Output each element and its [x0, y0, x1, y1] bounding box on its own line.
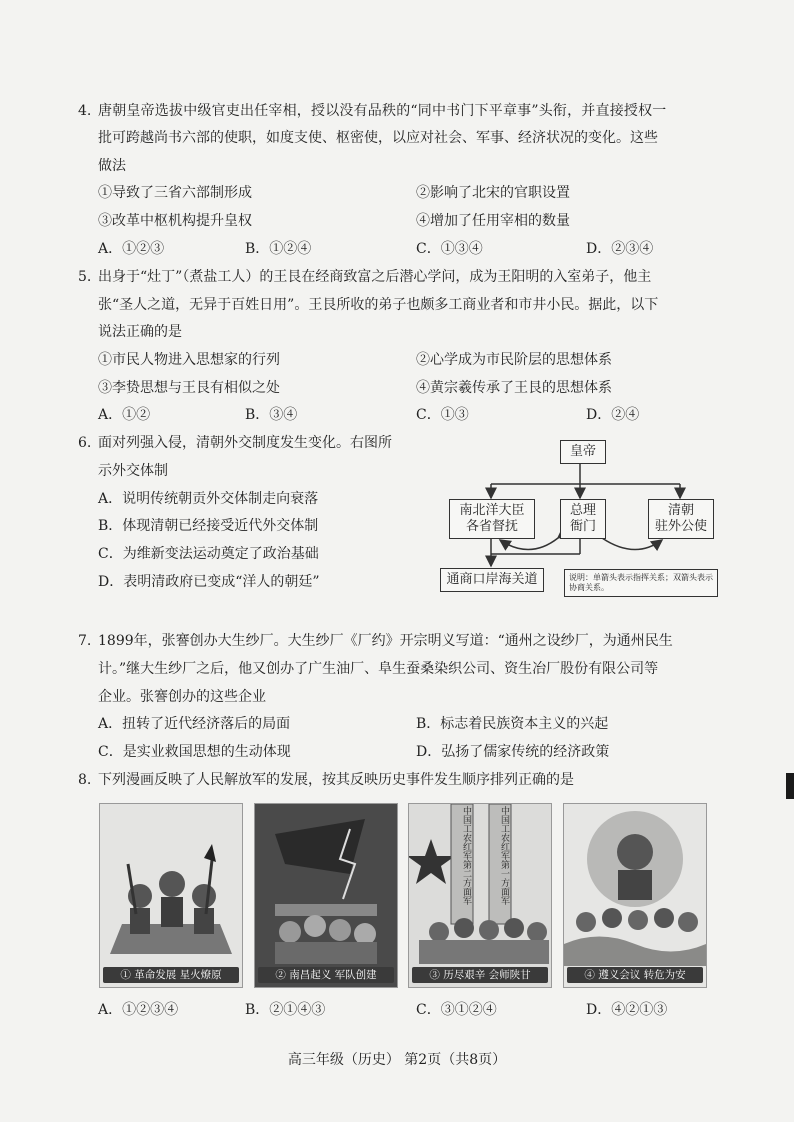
q5-stem-line1: 出身于“灶丁”（煮盐工人）的王艮在经商致富之后潜心学问，成为王阳明的入室弟子，他主 — [98, 269, 652, 285]
cartoon-4-caption: ④ 遵义会议 转危为安 — [567, 967, 703, 983]
q7-option-a: A．扭转了近代经济落后的局面 — [98, 716, 291, 732]
cartoon-3-banner-right: 中国工农红军第一方面军 — [499, 806, 509, 905]
scan-edge-marker — [786, 773, 794, 799]
q8-option-c: C．③①②④ — [416, 1002, 497, 1018]
q6-stem-line2: 示外交体制 — [98, 463, 168, 479]
q5-statement-4: ④黄宗羲传承了王艮的思想体系 — [416, 380, 612, 396]
diagram-right-line2: 驻外公使 — [654, 519, 707, 534]
cartoon-1-caption: ① 革命发展 星火燎原 — [103, 967, 239, 983]
page-footer: 高三年级（历史） 第2页（共8页） — [287, 1052, 507, 1068]
q6-option-c: C．为维新变法运动奠定了政治基础 — [98, 546, 319, 562]
cartoon-3 — [408, 803, 552, 988]
diagram-emperor-box — [560, 440, 606, 464]
cartoon-2 — [254, 803, 398, 988]
q5-statement-1: ①市民人物进入思想家的行列 — [98, 352, 280, 368]
q4-stem-line2: 批可跨越尚书六部的使职，如度支使、枢密使，以应对社会、军事、经济状况的变化。这些 — [98, 130, 658, 146]
diagram-left-line1: 南北洋大臣 — [459, 503, 525, 518]
q4-statement-2: ②影响了北宋的官职设置 — [416, 185, 570, 201]
diagram-left-box — [449, 499, 535, 539]
diagram-right-box — [648, 499, 714, 539]
diagram-legend: 说明：单箭头表示指挥关系；双箭头表示协商关系。 — [564, 569, 718, 597]
q4-stem-line3: 做法 — [98, 158, 126, 174]
q4-statement-3: ③改革中枢机构提升皇权 — [98, 213, 252, 229]
cartoon-3-illustration — [409, 804, 551, 987]
q7-option-b: B．标志着民族资本主义的兴起 — [416, 716, 609, 732]
q4-stem-line1: 唐朝皇帝选拔中级官吏出任宰相，授以没有品秩的“同中书门下平章事”头衔，并直接授权一 — [98, 103, 667, 119]
q5-stem-line3: 说法正确的是 — [98, 324, 182, 340]
q4-option-c: C．①③④ — [416, 241, 483, 257]
q7-stem-line1: 1899年，张謇创办大生纱厂。大生纱厂《厂约》开宗明义写道：“通州之设纱厂，为通州民生 — [98, 633, 673, 649]
q8-number: 8. — [78, 772, 92, 788]
diagram-emperor-label: 皇帝 — [569, 444, 596, 459]
q4-option-b: B．①②④ — [245, 241, 312, 257]
cartoon-3-caption: ③ 历尽艰辛 会师陕甘 — [412, 967, 548, 983]
q4-number: 4. — [78, 103, 92, 119]
q7-option-d: D．弘扬了儒家传统的经济政策 — [416, 744, 610, 760]
q5-stem-line2: 张“圣人之道，无异于百姓日用”。王艮所收的弟子也颇多工商业者和市井小民。据此，以下 — [98, 297, 659, 313]
cartoon-2-caption: ② 南昌起义 军队创建 — [258, 967, 394, 983]
q5-option-b: B．③④ — [245, 407, 298, 423]
diagram-bottom-label: 通商口岸海关道 — [446, 572, 538, 587]
diagram-middle-line2: 衙门 — [569, 519, 596, 534]
q5-statement-2: ②心学成为市民阶层的思想体系 — [416, 352, 612, 368]
cartoon-4-illustration — [564, 804, 706, 987]
q4-option-a: A．①②③ — [98, 241, 165, 257]
cartoon-1 — [99, 803, 243, 988]
diagram-bottom-box — [440, 568, 544, 592]
q6-option-d: D．表明清政府已变成“洋人的朝廷” — [98, 574, 320, 590]
q8-stem-line1: 下列漫画反映了人民解放军的发展，按其反映历史事件发生顺序排列正确的是 — [98, 772, 574, 788]
q7-option-c: C．是实业救国思想的生动体现 — [98, 744, 291, 760]
q5-option-a: A．①② — [98, 407, 151, 423]
q4-option-d: D．②③④ — [586, 241, 654, 257]
q7-number: 7. — [78, 633, 92, 649]
diagram-middle-line1: 总理 — [569, 503, 596, 518]
q7-stem-line2: 计。”继大生纱厂之后，他又创办了广生油厂、阜生蚕桑染织公司、资生冶厂股份有限公司等 — [98, 661, 659, 677]
cartoon-3-banner-left: 中国工农红军第二方面军 — [461, 806, 471, 905]
q6-option-b: B．体现清朝已经接受近代外交体制 — [98, 518, 319, 534]
diagram-right-line1: 清朝 — [667, 503, 694, 518]
diagram-left-line2: 各省督抚 — [465, 519, 518, 534]
q6-number: 6. — [78, 435, 92, 451]
q6-option-a: A．说明传统朝贡外交体制走向衰落 — [98, 491, 319, 507]
q5-number: 5. — [78, 269, 92, 285]
cartoon-1-illustration — [100, 804, 242, 987]
q8-option-b: B．②①④③ — [245, 1002, 326, 1018]
diagram-middle-box — [560, 499, 606, 539]
q4-statement-4: ④增加了任用宰相的数量 — [416, 213, 570, 229]
q4-statement-1: ①导致了三省六部制形成 — [98, 185, 252, 201]
q7-stem-line3: 企业。张謇创办的这些企业 — [98, 689, 266, 705]
cartoon-2-illustration — [255, 804, 397, 987]
q8-option-d: D．④②①③ — [586, 1002, 668, 1018]
q6-stem-line1: 面对列强入侵，清朝外交制度发生变化。右图所 — [98, 435, 392, 451]
cartoon-4 — [563, 803, 707, 988]
q5-statement-3: ③李贽思想与王艮有相似之处 — [98, 380, 280, 396]
q8-option-a: A．①②③④ — [98, 1002, 179, 1018]
q5-option-c: C．①③ — [416, 407, 469, 423]
q5-option-d: D．②④ — [586, 407, 640, 423]
